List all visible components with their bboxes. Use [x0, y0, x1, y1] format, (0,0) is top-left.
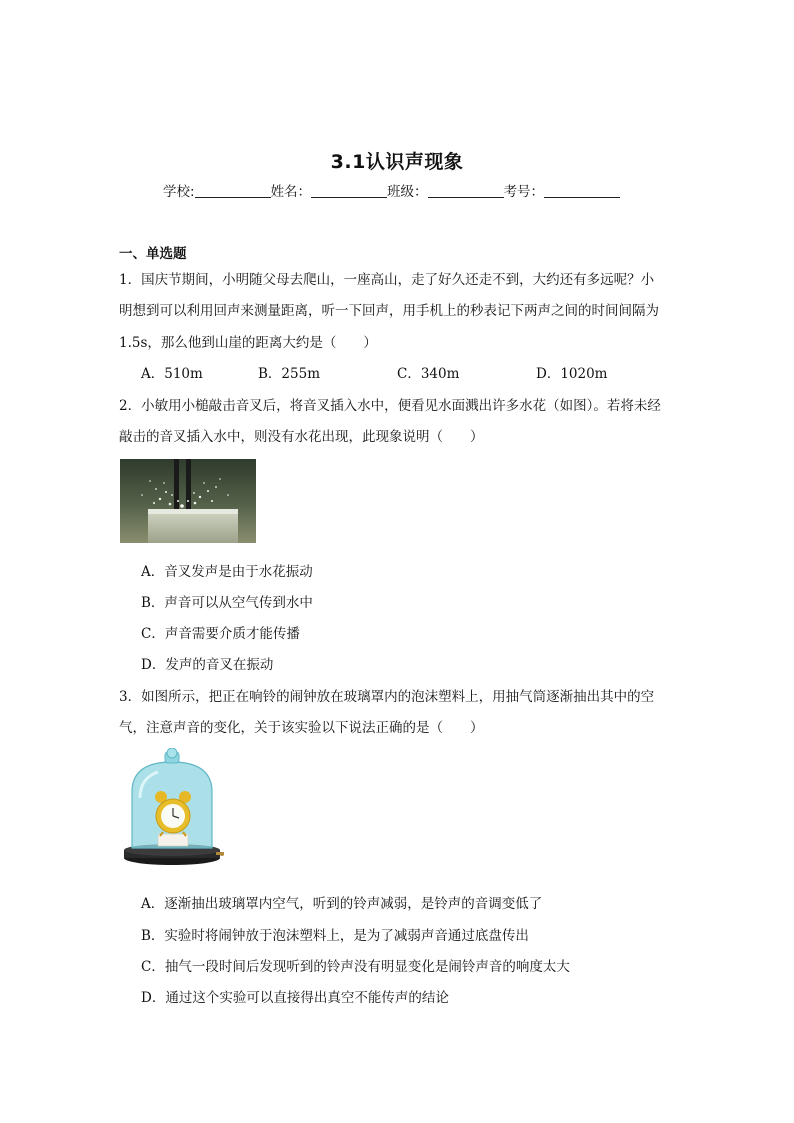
- question-1-option-c[interactable]: C．340m: [397, 366, 460, 382]
- page-title: 3.1认识声现象: [330, 151, 464, 173]
- question-1-option-a[interactable]: A．510m: [141, 366, 203, 382]
- question-3-line-1: 3．如图所示，把正在响铃的闹钟放在玻璃罩内的泡沫塑料上，用抽气筒逐渐抽出其中的空: [119, 689, 655, 705]
- section-title: 一、单选题: [119, 246, 187, 262]
- student-info-row: [163, 180, 620, 200]
- question-1-line-2: 明想到可以利用回声来测量距离，听一下回声，用手机上的秒表记下两声之间的时间间隔为: [119, 303, 659, 319]
- question-1-line-3: 1.5s，那么他到山崖的距离大约是（ ）: [119, 335, 377, 351]
- exam-number-label: 考号：: [503, 184, 545, 200]
- question-1-option-d[interactable]: D．1020m: [536, 366, 608, 382]
- class-blank[interactable]: [428, 184, 504, 198]
- question-3-option-a[interactable]: A．逐渐抽出玻璃罩内空气，听到的铃声减弱，是铃声的音调变低了: [141, 896, 543, 912]
- question-2-line-1: 2．小敏用小槌敲击音叉后，将音叉插入水中，便看见水面溅出许多水花（如图）。若将未经: [119, 398, 661, 414]
- question-3-option-d[interactable]: D．通过这个实验可以直接得出真空不能传声的结论: [141, 990, 449, 1006]
- question-1-option-b[interactable]: B．255m: [258, 366, 320, 382]
- question-3-line-2: 气，注意声音的变化，关于该实验以下说法正确的是（ ）: [119, 720, 484, 736]
- question-1-line-1: 1．国庆节期间，小明随父母去爬山，一座高山，走了好久还走不到，大约还有多远呢？小: [119, 272, 655, 288]
- class-label: 班级：: [387, 184, 428, 200]
- name-blank[interactable]: [311, 184, 387, 198]
- question-2-option-c[interactable]: C．声音需要介质才能传播: [141, 626, 300, 642]
- bell-jar-alarm-clock-image: [118, 748, 226, 872]
- question-3-option-b[interactable]: B．实验时将闹钟放于泡沫塑料上，是为了减弱声音通过底盘传出: [141, 928, 529, 944]
- question-2-option-b[interactable]: B．声音可以从空气传到水中: [141, 595, 313, 611]
- school-label: 学校:: [163, 184, 195, 200]
- question-3-option-c[interactable]: C．抽气一段时间后发现听到的铃声没有明显变化是闹铃声音的响度太大: [141, 959, 570, 975]
- name-label: 姓名：: [270, 184, 312, 200]
- exam-number-blank[interactable]: [544, 184, 620, 198]
- tuning-fork-water-image: [120, 459, 256, 543]
- school-blank[interactable]: [195, 184, 271, 198]
- question-2-option-a[interactable]: A．音叉发声是由于水花振动: [141, 564, 313, 580]
- question-2-option-d[interactable]: D．发声的音叉在振动: [141, 657, 274, 673]
- question-2-line-2: 敲击的音叉插入水中，则没有水花出现，此现象说明（ ）: [119, 429, 484, 445]
